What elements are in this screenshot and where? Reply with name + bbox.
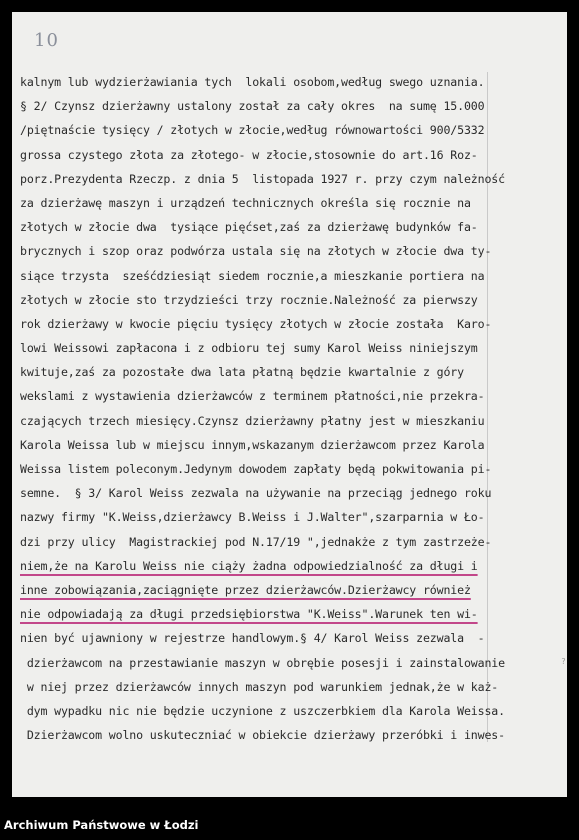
page-number: 10	[34, 30, 59, 51]
text-line: § 2/ Czynsz dzierżawny ustalony został za cały okres na sumę 15.000	[20, 99, 485, 114]
text-line: grossa czystego złota za złotego- w złocie,stosownie do art.16 Roz-	[20, 147, 478, 162]
text-line: wekslami z wystawienia dzierżawców z terminem płatności,nie przekra-	[20, 389, 485, 404]
text-line: nie odpowiadają za długi przedsiębiorstwa "K.Weiss".Warunek ten wi-	[20, 607, 478, 622]
text-line: niem,że na Karolu Weiss nie ciąży żadna odpowiedzialność za długi i	[20, 558, 478, 573]
text-line: porz.Prezydenta Rzeczp. z dnia 5 listopada 1927 r. przy czym należność	[20, 171, 505, 186]
text-line: brycznych i szop oraz podwórza ustala się na złotych w złocie dwa ty-	[20, 244, 492, 259]
text-line: dym wypadku nic nie będzie uczynione z uszczerbkiem dla Karola Weissa.	[20, 703, 505, 718]
text-line: kalnym lub wydzierżawiania tych lokali osobom,według swego uznania.	[20, 75, 485, 89]
text-line: złotych w złocie dwa tysiące pięćset,zaś za dzierżawę budynków fa-	[20, 220, 478, 235]
text-line: czających trzech miesięcy.Czynsz dzierżawny płatny jest w mieszkaniu	[20, 413, 485, 428]
text-line: /piętnaście tysięcy / złotych w złocie,według równowartości 900/5332	[20, 123, 485, 138]
text-line: Karola Weissa lub w miejscu innym,wskazanym dzierżawcom przez Karola	[20, 437, 485, 452]
text-line: siące trzysta sześćdziesiąt siedem rocznie,a mieszkanie portiera na	[20, 268, 485, 283]
text-line: Weissa listem poleconym.Jedynym dowodem zapłaty będą pokwitowania pi-	[20, 462, 492, 476]
document-page	[12, 12, 567, 797]
text-line: nien być ujawniony w rejestrze handlowym.§ 4/ Karol Weiss zezwala -	[20, 631, 485, 646]
text-line: w niej przez dzierżawców innych maszyn pod warunkiem jednak,że w każ-	[20, 679, 499, 694]
archive-footer: Archiwum Państwowe w Łodzi	[4, 818, 199, 832]
text-line: semne. § 3/ Karol Weiss zezwala na używanie na przeciąg jednego roku	[20, 486, 492, 501]
text-line: inne zobowiązania,zaciągnięte przez dzierżawców.Dzierżawcy również	[20, 582, 471, 597]
text-line: rok dzierżawy w kwocie pięciu tysięcy złotych w złocie została Karo-	[20, 316, 492, 331]
text-line: nazwy firmy "K.Weiss,dzierżawcy B.Weiss i J.Walter",szarparnia w Ło-	[20, 510, 485, 525]
margin-mark: ?	[561, 657, 566, 666]
text-line: kwituje,zaś za pozostałe dwa lata płatną będzie kwartalnie z góry	[20, 365, 464, 380]
text-line: złotych w złocie sto trzydzieści trzy rocznie.Należność za pierwszy	[20, 292, 478, 307]
typed-text-body	[20, 70, 505, 747]
text-line: dzierżawcom na przestawianie maszyn w obrębie posesji i zainstalowanie	[20, 655, 505, 670]
text-line: dzi przy ulicy Magistrackiej pod N.17/19 ",jednakże z tym zastrzeże-	[20, 534, 492, 549]
text-line: Dzierżawcom wolno uskuteczniać w obiekcie dzierżawy przeróbki i inwes-	[20, 728, 505, 743]
text-line: lowi Weissowi zapłacona i z odbioru tej sumy Karol Weiss niniejszym	[20, 341, 478, 356]
text-line: za dzierżawę maszyn i urządzeń technicznych określa się rocznie na	[20, 195, 471, 210]
